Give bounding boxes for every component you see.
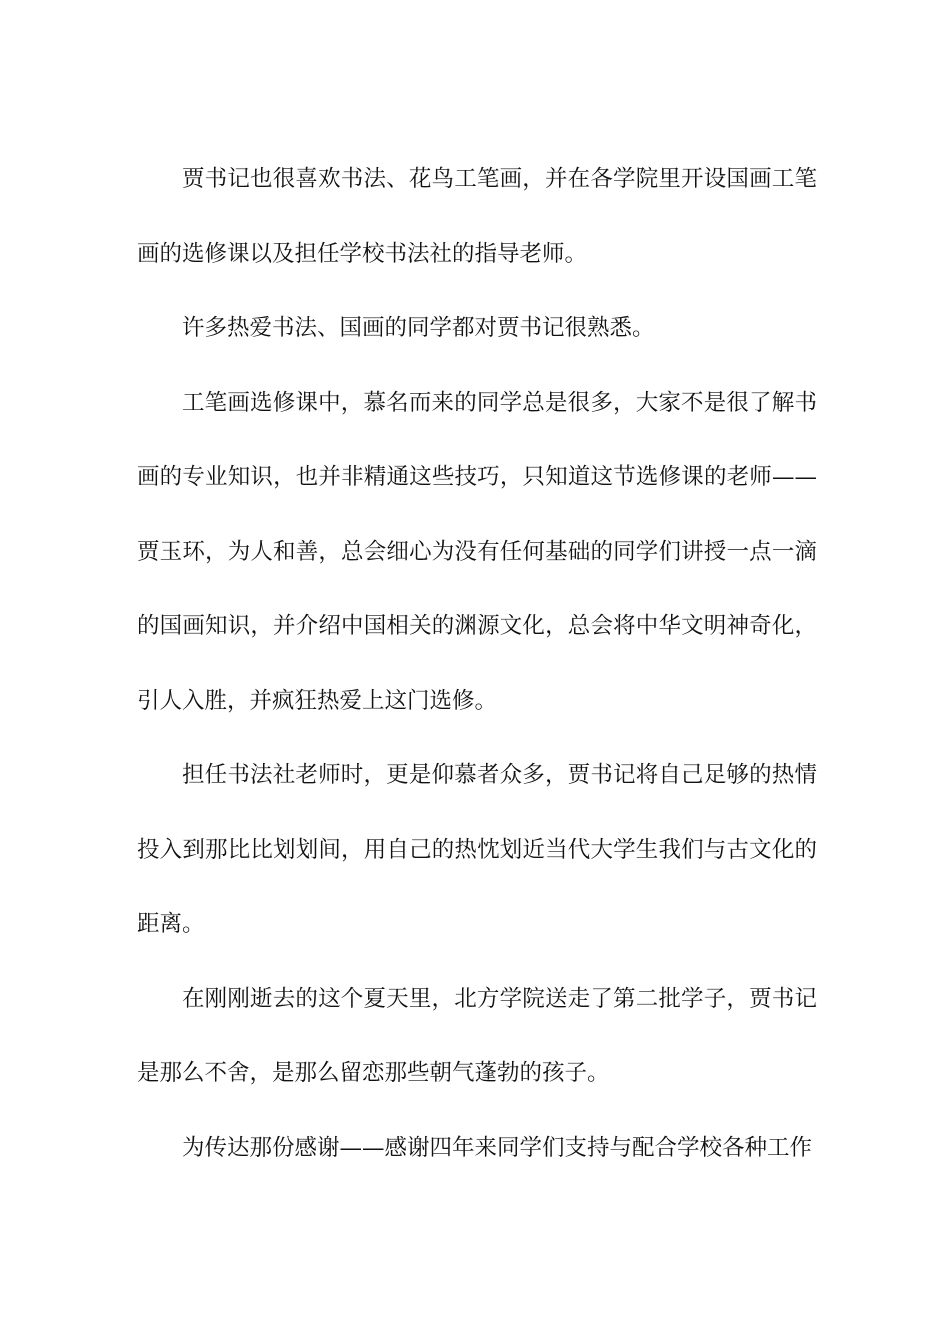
paragraph-2: 许多热爱书法、国画的同学都对贾书记很熟悉。 [182,315,655,341]
paragraph-3: 工笔画选修课中，慕名而来的同学总是很多，大家不是很了解书画的专业知识，也并非精通这些技巧，只知道这节选修课的老师——贾玉环，为人和善，总会细心为没有任何基础的同学们讲授一点一滴的国画知识，并介绍中国相关的渊源文化，总会将中华文明神奇化，引人入胜，并疯狂热爱上这门选修。 [137,389,817,714]
paragraph-1: 贾书记也很喜欢书法、花鸟工笔画，并在各学院里开设国画工笔画的选修课以及担任学校书法社的指导老师。 [137,166,817,267]
document-body [137,142,817,1185]
paragraph-4: 担任书法社老师时，更是仰慕者众多，贾书记将自己足够的热情投入到那比比划划间，用自己的热忱划近当代大学生我们与古文化的距离。 [137,762,817,937]
paragraph-6: 为传达那份感谢——感谢四年来同学们支持与配合学校各种工作 [182,1134,813,1161]
paragraph-5: 在刚刚逝去的这个夏天里，北方学院送走了第二批学子，贾书记是那么不舍，是那么留恋那些朝气蓬勃的孩子。 [137,985,817,1086]
